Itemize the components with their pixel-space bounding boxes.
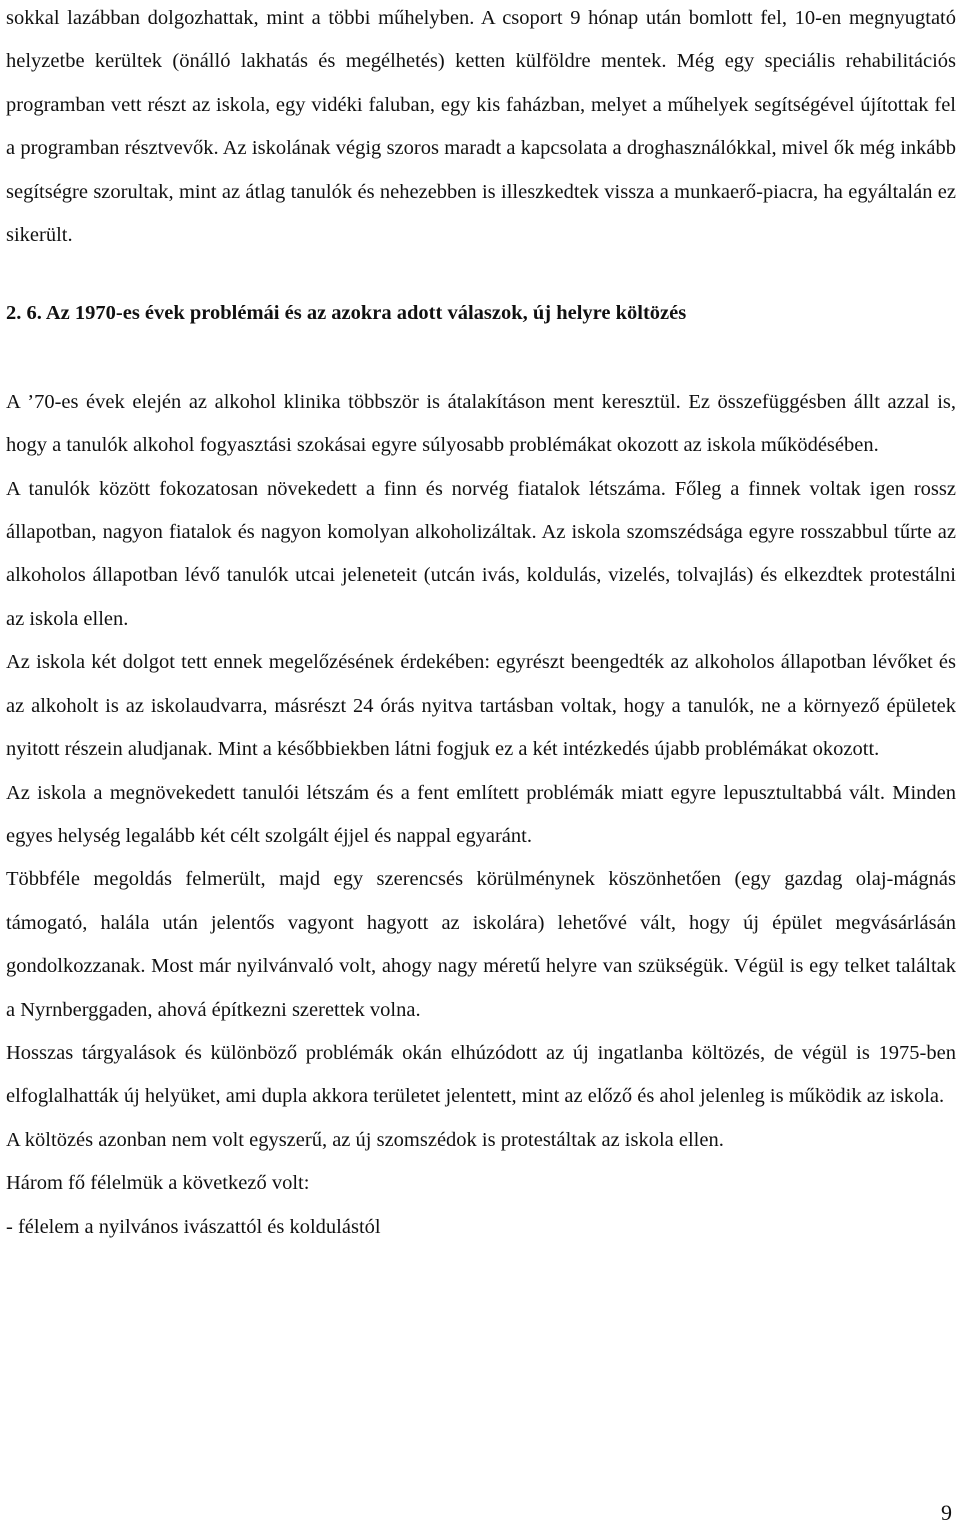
body-paragraph: A ’70-es évek elején az alkohol klinika többször is átalakításon ment keresztül. Ez összefüggésben állt azzal is, hogy a tanulók alkohol fogyasztási szokásai egyre súlyosabb problémákat okozott az iskola működésében.: [6, 390, 956, 457]
document-page: [6, 0, 956, 1249]
body-paragraph: A tanulók között fokozatosan növekedett a finn és norvég fiatalok létszáma. Főleg a finnek voltak igen rossz állapotban, nagyon fiatalok és nagyon komolyan alkoholizáltak. Az iskola szomszédsága egyre rosszabbul tűrte az alkoholos állapotban lévő tanulók utcai jeleneteit (utcán ivás, koldulás, vizelés, tolvajlás) és elkezdtek protestálni az iskola ellen.: [6, 477, 956, 630]
body-paragraph: A költözés azonban nem volt egyszerű, az új szomszédok is protestáltak az iskola ellen.: [6, 1128, 724, 1151]
intro-paragraph: sokkal lazábban dolgozhattak, mint a többi műhelyben. A csoport 9 hónap után bomlott fel, 10-en megnyugtató helyzetbe kerültek (önálló lakhatás és megélhetés) ketten külföldre mentek. Még egy speciális rehabilitációs programban vett részt az iskola, egy vidéki faluban, egy kis faházban, melyet a műhelyek segítségével újítottak fel a programban résztvevők. Az iskolának végig szoros maradt a kapcsolata a droghasználókkal, mivel ők még inkább segítségre szorultak, mint az átlag tanulók és nehezebben is illeszkedtek vissza a munkaerő-piacra, ha egyáltalán ez sikerült.: [6, 7, 956, 247]
section-heading: 2. 6. Az 1970-es évek problémái és az azokra adott válaszok, új helyre költözés: [6, 302, 687, 325]
body-paragraph: Az iskola a megnövekedett tanulói létszám és a fent említett problémák miatt egyre lepusztultabbá vált. Minden egyes helység legalább két célt szolgált éjjel és nappal egyaránt.: [6, 781, 956, 847]
body-paragraph: Az iskola két dolgot tett ennek megelőzésének érdekében: egyrészt beengedték az alkoholos állapotban lévőket és az alkoholt is az iskolaudvarra, másrészt 24 órás nyitva tartásban voltak, hogy a tanulók, ne a környező épületek nyitott részein aludjanak. Mint a későbbiekben látni fogjuk ez a két intézkedés újabb problémákat okozott.: [6, 651, 956, 761]
body-paragraph: Többféle megoldás felmerült, majd egy szerencsés körülménynek köszönhetően (egy gazdag olaj-mágnás támogató, halála után jelentős vagyont hagyott az iskolára) lehetővé vált, hogy új épület megvásárlásán gondolkozzanak. Most már nyilvánvaló volt, ahogy nagy méretű helyre van szükségük. Végül is egy telket találtak a Nyrnberggaden, ahová építkezni szerettek volna.: [6, 868, 956, 1021]
page-number: 9: [941, 1500, 952, 1525]
body-paragraph: Három fő félelmük a következő volt:: [6, 1172, 310, 1195]
body-paragraph: Hosszas tárgyalások és különböző problémák okán elhúzódott az új ingatlanba költözés, de végül is 1975-ben elfoglalhatták új helyüket, ami dupla akkora területet jelentett, mint az előző és ahol jelenleg is működik az iskola.: [6, 1041, 956, 1108]
list-item: - félelem a nyilvános ivászattól és koldulástól: [6, 1215, 381, 1238]
